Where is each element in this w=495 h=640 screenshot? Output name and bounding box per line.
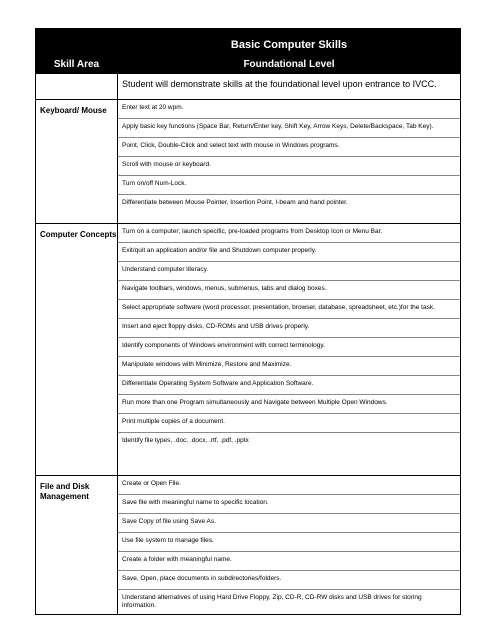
skill-item: Use file system to manage files. [118, 533, 460, 552]
skill-item: Navigate toolbars, windows, menus, submenus, tabs and dialog boxes. [118, 281, 460, 300]
skill-item: Identify file types, .doc, .docx, .rtf, .pdf, .pptx [122, 437, 249, 444]
intro-row [36, 74, 461, 100]
skill-item: Point, Click, Double-Click and select text with mouse in Windows programs. [118, 138, 460, 157]
col-header-skill-area: Skill Area [36, 55, 118, 74]
skill-item: Turn on/off Num-Lock. [118, 176, 460, 195]
skill-area-label: Keyboard/ Mouse [36, 100, 118, 224]
title-blank-cell [36, 29, 118, 55]
section-row-computer-concepts [36, 224, 461, 476]
intro-text: Student will demonstrate skills at the foundational level upon entrance to IVCC. [118, 74, 461, 100]
column-header-row [36, 55, 461, 74]
col-header-foundational-level: Foundational Level [118, 55, 461, 74]
skill-item: Insert and eject floppy disks, CD-ROMs and USB drives properly. [118, 319, 460, 338]
skill-item: Create a folder with meaningful name. [118, 552, 460, 571]
skill-item: Print multiple copies of a document. [118, 414, 460, 433]
skill-item: Turn on a computer; launch specific, pre-loaded programs from Desktop Icon or Menu Bar. [118, 224, 460, 243]
skill-items [118, 476, 461, 615]
section-row-file-disk-management [36, 476, 461, 615]
skill-area-label: Computer Concepts [36, 224, 118, 476]
skill-item: Create or Open File. [118, 476, 460, 495]
skill-item: Enter text at 20 wpm. [118, 100, 460, 119]
skill-item: Select appropriate software (word processor, presentation, browser, database, spreadsheet, etc.)for the task. [118, 300, 460, 319]
skill-item: Run more than one Program simultaneously and Navigate between Multiple Open Windows. [118, 395, 460, 414]
section-row-keyboard-mouse [36, 100, 461, 224]
skills-table [35, 28, 461, 615]
skill-item: Save file with meaningful name to specific location. [118, 495, 460, 514]
skill-item: Save, Open, place documents in subdirectories/folders. [118, 571, 460, 590]
title-row [36, 29, 461, 55]
skill-items [118, 224, 461, 476]
skill-item: Identify components of Windows environment with correct terminology. [118, 338, 460, 357]
skill-item: Understand alternatives of using Hard Drive Floppy, Zip, CD-R, CD-RW disks and USB drives for storing information. [122, 594, 422, 609]
table-title: Basic Computer Skills [118, 29, 461, 55]
skill-item: Save Copy of file using Save As. [118, 514, 460, 533]
skill-item: Apply basic key functions (Space Bar, Return/Enter key, Shift Key, Arrow Keys, Delete/Backspace, Tab Key). [118, 119, 460, 138]
skill-item: Scroll with mouse or keyboard. [118, 157, 460, 176]
skill-item: Exit/quit an application and/or file and Shutdown computer properly. [118, 243, 460, 262]
skill-area-label: File and Disk Management [36, 476, 118, 615]
skill-item: Differentiate between Mouse Pointer, Insertion Point, I-beam and hand pointer. [122, 199, 348, 206]
skill-items [118, 100, 461, 224]
skill-item: Differentiate Operating System Software and Application Software. [118, 376, 460, 395]
skill-item: Manipulate windows with Minimize, Restore and Maximize. [118, 357, 460, 376]
intro-blank-cell [36, 74, 118, 100]
skill-item: Understand computer literacy. [118, 262, 460, 281]
